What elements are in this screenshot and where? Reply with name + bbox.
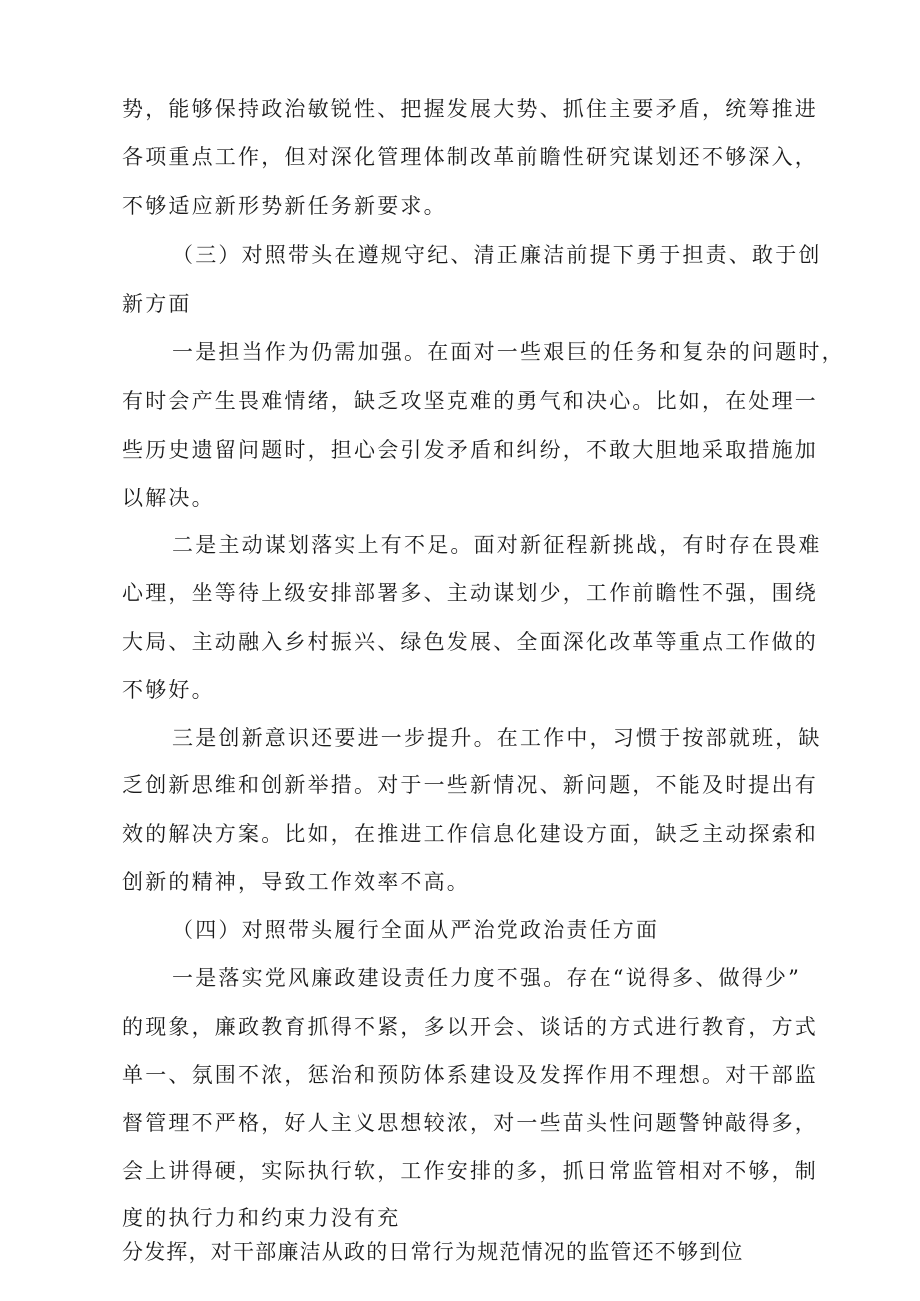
section-heading-3: （三）对照带头在遵规守纪、清正廉洁前提下勇于担责、敢于创 — [172, 243, 822, 267]
body-line: 以解决。 — [122, 486, 215, 510]
body-line: 创新的精神，导致工作效率不高。 — [122, 870, 470, 894]
body-line: 单一、氛围不浓，惩治和预防体系建设及发挥作用不理想。对干部监 — [122, 1063, 818, 1087]
paragraph-start: 一是落实党风廉政建设责任力度不强。存在“说得多、做得少” — [172, 966, 802, 990]
body-line: 不够好。 — [122, 678, 215, 702]
body-line: 些历史遗留问题时，担心会引发矛盾和纠纷，不敢大胆地采取措施加 — [122, 438, 818, 462]
body-line: 督管理不严格，好人主义思想较浓，对一些苗头性问题警钟敲得多， — [122, 1111, 818, 1135]
body-line: 效的解决方案。比如，在推进工作信息化建设方面，缺乏主动探索和 — [122, 822, 818, 846]
body-line: 心理，坐等待上级安排部署多、主动谋划少，工作前瞻性不强，围绕 — [122, 581, 818, 605]
body-line: 会上讲得硬，实际执行软，工作安排的多，抓日常监管相对不够，制 — [122, 1159, 818, 1183]
body-line: 势，能够保持政治敏锐性、把握发展大势、抓住主要矛盾，统筹推进 — [122, 97, 818, 121]
body-line: 度的执行力和约束力没有充 — [122, 1206, 401, 1230]
body-line: 乏创新思维和创新举措。对于一些新情况、新问题，不能及时提出有 — [122, 773, 818, 797]
body-line: 大局、主动融入乡村振兴、绿色发展、全面深化改革等重点工作做的 — [122, 630, 818, 654]
paragraph-start: 一是担当作为仍需加强。在面对一些艰巨的任务和复杂的问题时， — [172, 340, 845, 364]
body-line: 有时会产生畏难情绪，缺乏攻坚克难的勇气和决心。比如，在处理一 — [122, 389, 818, 413]
paragraph-start: 三是创新意识还要进一步提升。在工作中，习惯于按部就班，缺 — [172, 726, 822, 750]
section-heading-3-continued: 新方面 — [122, 292, 192, 316]
paragraph-start: 二是主动谋划落实上有不足。面对新征程新挑战，有时存在畏难 — [172, 533, 822, 557]
section-heading-4: （四）对照带头履行全面从严治党政治责任方面 — [172, 918, 660, 942]
body-line: 各项重点工作，但对深化管理体制改革前瞻性研究谋划还不够深入， — [122, 145, 818, 169]
body-line: 不够适应新形势新任务新要求。 — [122, 194, 447, 218]
body-line: 的现象，廉政教育抓得不紧，多以开会、谈话的方式进行教育，方式 — [122, 1015, 818, 1039]
body-line: 分发挥，对干部廉洁从政的日常行为规范情况的监管还不够到位 — [122, 1240, 744, 1264]
